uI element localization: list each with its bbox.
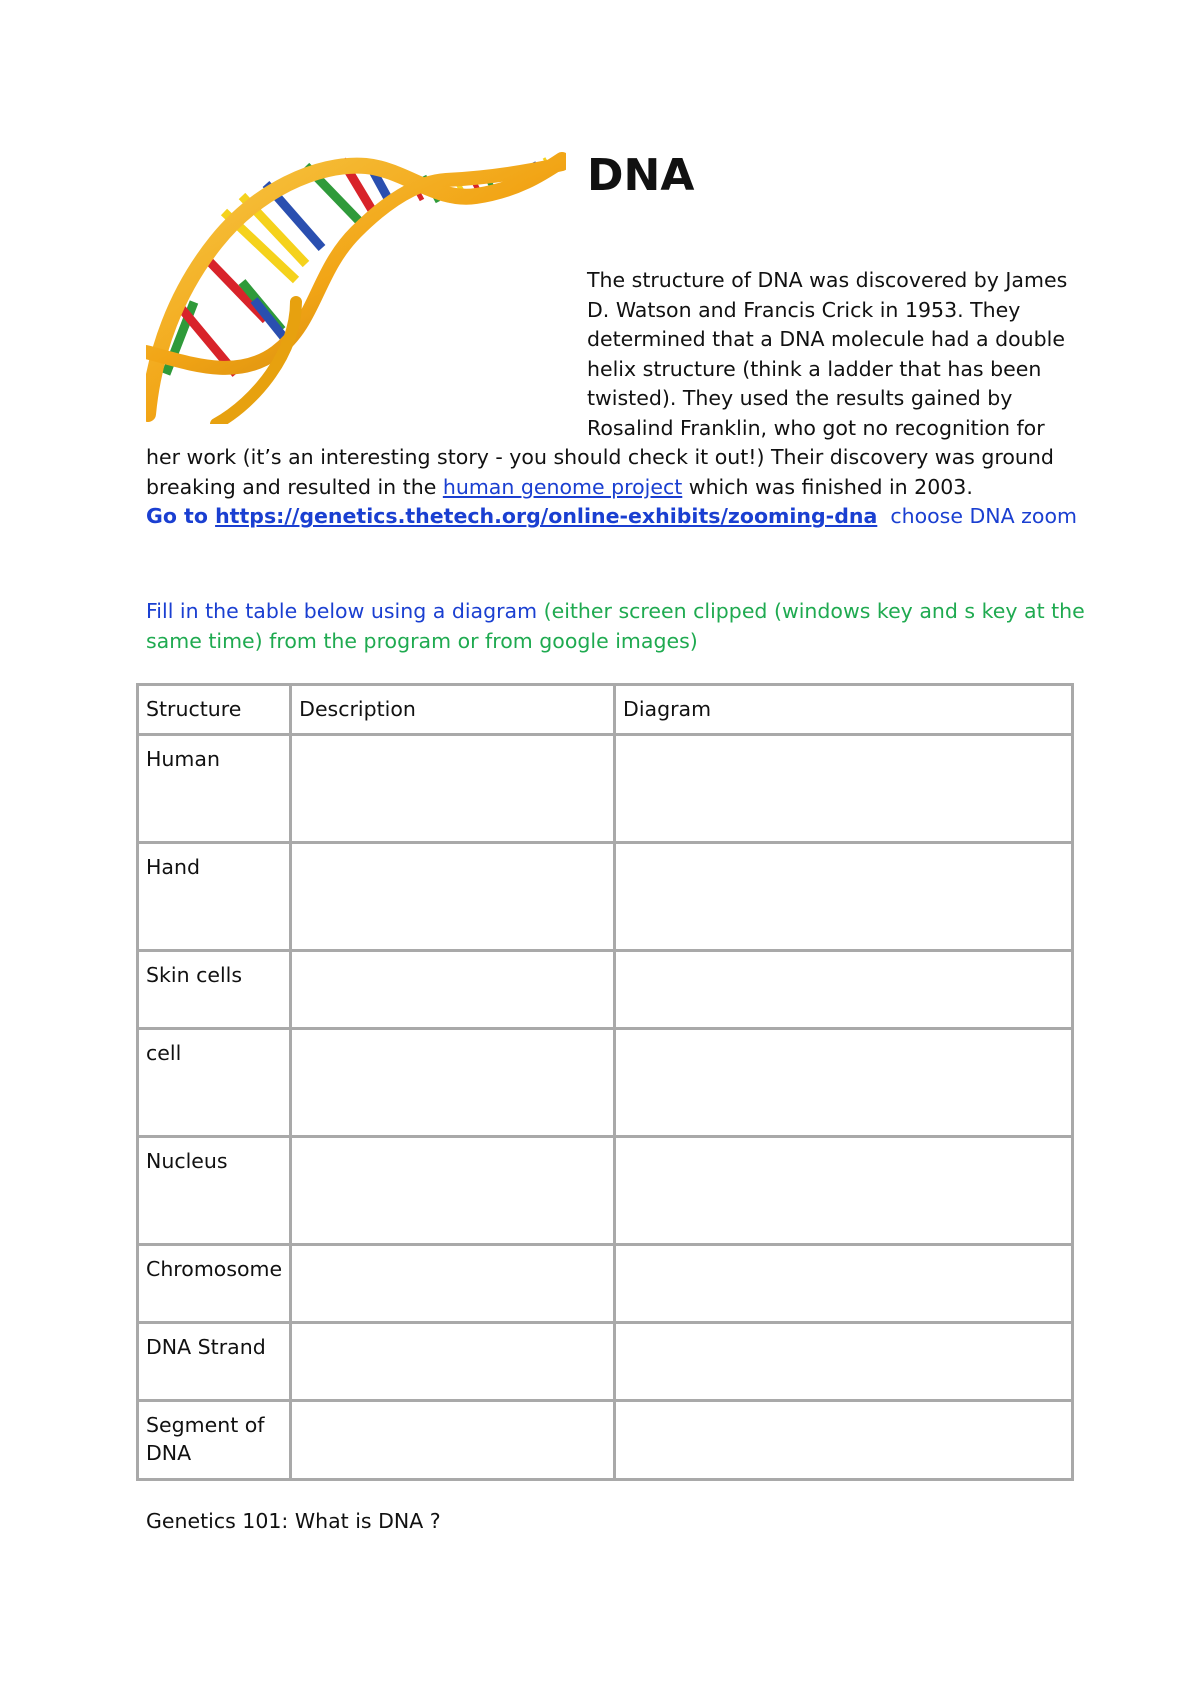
table-row [138, 1323, 1073, 1401]
diagram-cell[interactable] [615, 1323, 1073, 1401]
table-row [138, 1029, 1073, 1137]
structure-cell: Chromosome [138, 1245, 291, 1323]
description-cell[interactable] [291, 735, 615, 843]
description-cell[interactable] [291, 1029, 615, 1137]
structure-cell: Human [138, 735, 291, 843]
header-structure: Structure [138, 685, 291, 735]
goto-label: Go to [146, 504, 216, 528]
intro-text: which was finished in 2003. [682, 474, 973, 499]
intro-line: helix structure (think a ladder that has been [587, 356, 1042, 381]
header-description: Description [291, 685, 615, 735]
intro-line: Rosalind Franklin, who got no recognition for [587, 415, 1045, 440]
structures-table [136, 683, 1074, 1481]
structure-cell: Hand [138, 843, 291, 951]
structure-cell: Nucleus [138, 1137, 291, 1245]
description-cell[interactable] [291, 1401, 615, 1480]
instruction-blue-text: Fill in the table below using a diagram [146, 599, 544, 623]
intro-line: her work (it’s an interesting story - you should check it out!) Their discovery was ground [146, 445, 1054, 469]
structure-cell: cell [138, 1029, 291, 1137]
diagram-cell[interactable] [615, 1029, 1073, 1137]
document-title: DNA [587, 150, 695, 201]
description-cell[interactable] [291, 1323, 615, 1401]
goto-line [146, 502, 1077, 532]
diagram-cell[interactable] [615, 1137, 1073, 1245]
footer-text: Genetics 101: What is DNA ? [146, 1509, 441, 1533]
diagram-cell[interactable] [615, 843, 1073, 951]
instruction-green-line: same time) from the program or from google images) [146, 629, 698, 653]
intro-paragraph [146, 266, 1077, 532]
zooming-dna-link[interactable]: https://genetics.thetech.org/online-exhibits/zooming-dna [215, 504, 878, 528]
structure-cell: Segment of DNA [138, 1401, 291, 1480]
intro-line: The structure of DNA was discovered by James [587, 268, 1068, 292]
diagram-cell[interactable] [615, 735, 1073, 843]
header-diagram: Diagram [615, 685, 1073, 735]
diagram-cell[interactable] [615, 951, 1073, 1029]
diagram-cell[interactable] [615, 1401, 1073, 1480]
instruction-green-text: (either screen clipped (windows key and s key at the [543, 599, 1085, 623]
description-cell[interactable] [291, 1137, 615, 1245]
intro-line: D. Watson and Francis Crick in 1953. They [587, 297, 1021, 322]
table-row [138, 843, 1073, 951]
structure-cell: Skin cells [138, 951, 291, 1029]
table-header-row [138, 685, 1073, 735]
intro-line: determined that a DNA molecule had a double [587, 327, 1065, 351]
goto-instruction: choose DNA zoom [877, 504, 1077, 528]
human-genome-project-link[interactable]: human genome project [442, 474, 683, 499]
table-row [138, 1245, 1073, 1323]
table-instruction [146, 596, 1085, 656]
table-row [138, 1137, 1073, 1245]
table-row [138, 951, 1073, 1029]
intro-line: twisted). They used the results gained by [587, 386, 1013, 410]
diagram-cell[interactable] [615, 1245, 1073, 1323]
instruction-line [146, 596, 1085, 626]
description-cell[interactable] [291, 843, 615, 951]
structure-cell: DNA Strand [138, 1323, 291, 1401]
description-cell[interactable] [291, 1245, 615, 1323]
intro-line-with-link [146, 473, 1066, 503]
intro-text: breaking and resulted in the [146, 474, 443, 499]
table-row [138, 735, 1073, 843]
table-row [138, 1401, 1073, 1480]
description-cell[interactable] [291, 951, 615, 1029]
